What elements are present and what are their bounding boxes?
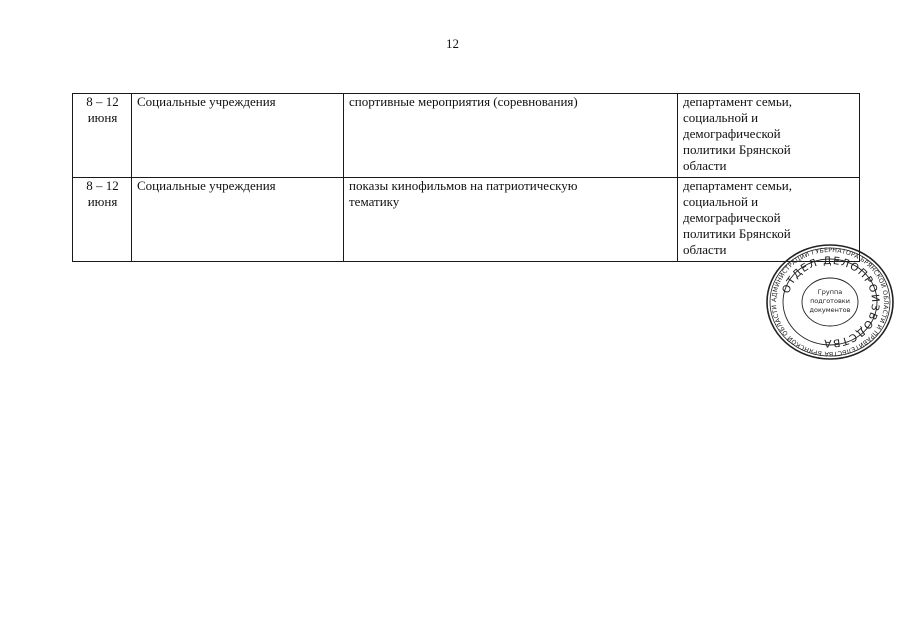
- organizer-line: демографической: [683, 126, 781, 141]
- event-text: показы кинофильмов на патриотическую: [349, 178, 578, 193]
- organizer-line: политики Брянской: [683, 142, 791, 157]
- organizer-line: области: [683, 242, 727, 257]
- organizer-line: социальной и: [683, 194, 759, 209]
- organizer-line: политики Брянской: [683, 226, 791, 241]
- table-row: [73, 94, 860, 178]
- place-text: Социальные учреждения: [137, 178, 276, 193]
- stamp-seal-icon: [764, 243, 896, 361]
- schedule-table: [72, 93, 860, 262]
- stamp-center-line: подготовки: [810, 297, 850, 305]
- date-range: 8 – 12: [86, 178, 119, 193]
- organizer-line: социальной и: [683, 110, 759, 125]
- stamp-inner-text: ОТДЕЛ ДЕЛОПРОИЗВОДСТВА: [780, 254, 882, 350]
- date-range: 8 – 12: [86, 94, 119, 109]
- date-month: июня: [87, 194, 118, 209]
- organizer-line: департамент семьи,: [683, 178, 792, 193]
- table-row: [73, 178, 860, 262]
- date-month: июня: [87, 110, 118, 125]
- stamp-outer-text: АДМИНИСТРАЦИИ ГУБЕРНАТОРА БРЯНСКОЙ ОБЛАСТИ И ПРАВИТЕЛЬСТВА БРЯНСКОЙ ОБЛАСТИ: [770, 246, 890, 358]
- event-cell: [344, 178, 678, 262]
- event-text: спортивные мероприятия (соревнования): [349, 94, 578, 109]
- event-cell: [344, 94, 678, 178]
- stamp-center-line: Группа: [817, 288, 843, 296]
- page-number: 12: [446, 36, 459, 51]
- organizer-line: области: [683, 158, 727, 173]
- organizer-line: демографической: [683, 210, 781, 225]
- office-stamp: [764, 243, 896, 361]
- organizer-line: департамент семьи,: [683, 94, 792, 109]
- stamp-center-line: документов: [809, 306, 851, 314]
- date-cell: [73, 178, 132, 262]
- date-cell: [73, 94, 132, 178]
- place-cell: [132, 178, 344, 262]
- place-text: Социальные учреждения: [137, 94, 276, 109]
- place-cell: [132, 94, 344, 178]
- event-text: тематику: [349, 194, 400, 209]
- organizer-cell: [678, 94, 860, 178]
